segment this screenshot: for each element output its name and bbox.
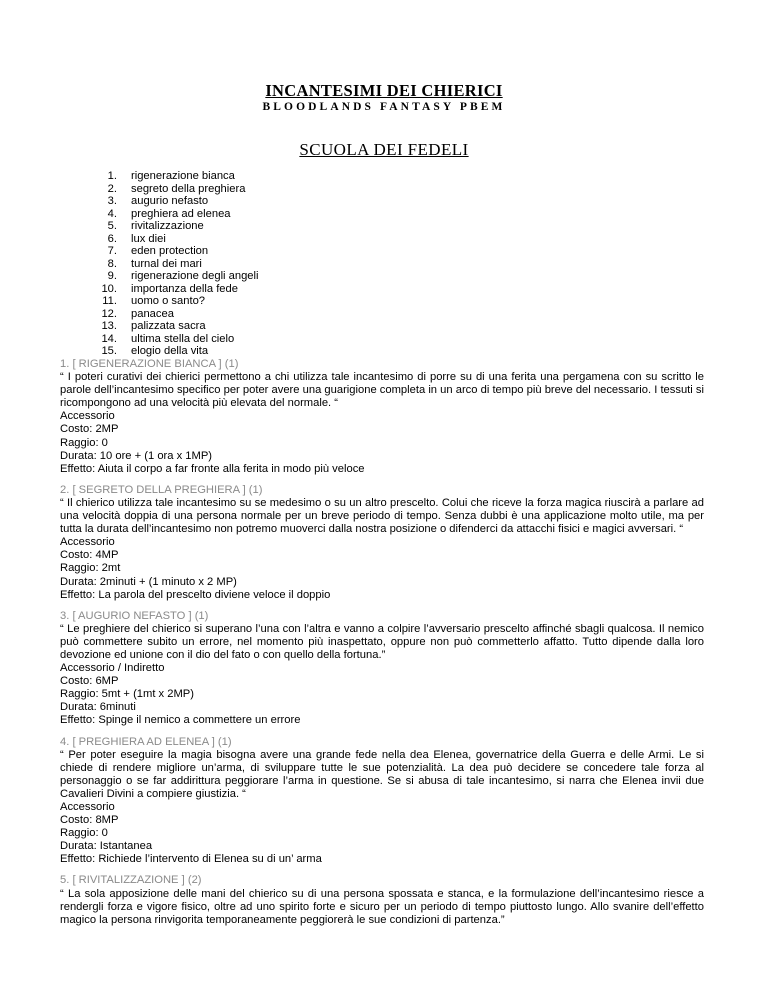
list-item-label: elogio della vita [131, 345, 209, 357]
spell-duration: Durata: 6minuti [60, 701, 136, 714]
list-item [93, 320, 259, 333]
list-item [93, 195, 259, 208]
list-item-number: 15. [101, 345, 117, 357]
list-item-label: uomo o santo? [131, 295, 206, 307]
list-item-number: 4. [107, 207, 117, 220]
list-item [93, 333, 259, 346]
list-item [93, 308, 259, 321]
list-item-label: augurio nefasto [131, 195, 209, 207]
spell-description: “ Il chierico utilizza tale incantesimo su se medesimo o su un altro prescelto. Colui che riceve la forza magica riuscirà a parlare ad una velocità doppia di una persona normale per un breve periodo di tempo. Senza dubbi è una applicazione molto utile, ma per tutta la durata dell’incantesimo non potremo muoverci dalla nostra posizione o difenderci da attacchi fisici e magici avversari. “ [60, 496, 704, 536]
school-heading: SCUOLA DEI FEDELI [299, 140, 469, 159]
list-item [93, 170, 259, 183]
spell-heading: 3. [ AUGURIO NEFASTO ] (1) [60, 609, 209, 622]
list-item-label: rivitalizzazione [131, 220, 204, 232]
list-item-number: 2. [107, 182, 117, 195]
list-item-label: lux diei [131, 232, 166, 245]
list-item-number: 7. [107, 245, 117, 257]
list-item-label: ultima stella del cielo [131, 332, 235, 345]
list-item-label: turnal dei mari [131, 257, 202, 270]
list-item [93, 220, 259, 233]
list-item-number: 9. [107, 270, 117, 282]
list-item-number: 5. [107, 220, 117, 232]
spell-section [60, 610, 704, 728]
spell-sections [60, 358, 704, 935]
spell-effect: Effetto: Spinge il nemico a commettere un errore [60, 714, 301, 727]
spell-duration: Durata: 10 ore + (1 ora x 1MP) [60, 449, 213, 462]
list-item [93, 245, 259, 258]
list-item-number: 13. [101, 320, 117, 332]
spell-section [60, 484, 704, 602]
spell-range: Raggio: 0 [60, 827, 108, 840]
spell-description: “ Per poter eseguire la magia bisogna avere una grande fede nella dea Elenea, governatrice della Guerra e delle Armi. Le si chiede di rendere migliore un’arma, di sviluppare tutte le sue potenzialità. La dea può decidere se concedere tale forza al personaggio o se far addirittura peggiorare l’arma in questione. Se si abusa di tale incantesimo, si narra che Elenea invii due Cavalieri Divini a compiere giustizia. “ [60, 748, 704, 800]
spell-description: “ I poteri curativi dei chierici permettono a chi utilizza tale incantesimo di porre su di una ferita una pergamena con su scritto le parole dell’incantesimo specifico per poter avere una guarigione completa in un arco di tempo più breve del necessario. I tessuti si ricompongono ad una velocità più elevata del normale. “ [60, 371, 704, 410]
list-item-label: palizzata sacra [131, 320, 206, 332]
document-title: INCANTESIMI DEI CHIERICI [265, 81, 503, 100]
spell-heading: 1. [ RIGENERAZIONE BIANCA ] (1) [60, 358, 239, 370]
spell-range: Raggio: 2mt [60, 562, 121, 575]
spell-type: Accessorio [60, 536, 115, 549]
spell-section [60, 358, 704, 476]
list-item [93, 183, 259, 196]
spell-effect: Effetto: Aiuta il corpo a far fronte alla ferita in modo più veloce [60, 462, 365, 475]
spell-type: Accessorio [60, 410, 115, 423]
list-item-number: 14. [101, 332, 117, 345]
list-item-label: panacea [131, 307, 174, 320]
spell-description: “ Le preghiere del chierico si superano l’una con l’altra e vanno a colpire l’avversario prescelto affinché sbagli qualcosa. Il nemico può commettere subito un errore, nel momento più inaspettato, oppure non può commetterlo affatto. Tutto dipende dalla loro devozione ed unione con il dio del fato o con quello della fortuna.” [60, 622, 704, 661]
spell-cost: Costo: 2MP [60, 423, 119, 436]
list-item-label: rigenerazione degli angeli [131, 270, 259, 282]
document-subtitle: BLOODLANDS FANTASY PBEM [262, 101, 506, 113]
spell-cost: Costo: 4MP [60, 549, 119, 562]
list-item-number: 1. [107, 170, 117, 182]
spell-cost: Costo: 6MP [60, 675, 119, 688]
list-item-label: eden protection [131, 245, 209, 257]
list-item-label: preghiera ad elenea [131, 207, 231, 220]
list-item [93, 208, 259, 221]
list-item-number: 10. [101, 282, 117, 295]
spell-range: Raggio: 5mt + (1mt x 2MP) [60, 688, 194, 701]
list-item [93, 258, 259, 271]
spell-cost: Costo: 8MP [60, 814, 119, 827]
list-item-number: 3. [107, 195, 117, 207]
spell-section [60, 736, 704, 867]
list-item-number: 11. [102, 295, 117, 307]
spell-heading: 5. [ RIVITALIZZAZIONE ] (2) [60, 874, 202, 887]
list-item [93, 345, 259, 358]
spell-heading: 4. [ PREGHIERA AD ELENEA ] (1) [60, 735, 232, 748]
spell-type: Accessorio [60, 801, 115, 813]
spell-section [60, 874, 704, 926]
list-item-number: 6. [107, 232, 117, 245]
spell-list [93, 170, 259, 358]
list-item [93, 233, 259, 246]
spell-type: Accessorio / Indiretto [60, 662, 165, 675]
spell-effect: Effetto: Richiede l’intervento di Elenea su di un’ arma [60, 853, 322, 866]
list-item-number: 12. [101, 307, 117, 320]
spell-range: Raggio: 0 [60, 436, 108, 449]
list-item-label: segreto della preghiera [131, 182, 246, 195]
list-item-label: importanza della fede [131, 282, 238, 295]
list-item [93, 295, 259, 308]
spell-effect: Effetto: La parola del prescelto diviene veloce il doppio [60, 588, 331, 601]
spell-duration: Durata: Istantanea [60, 840, 153, 853]
spell-heading: 2. [ SEGRETO DELLA PREGHIERA ] (1) [60, 483, 263, 496]
list-item-number: 8. [107, 257, 117, 270]
spell-description: “ La sola apposizione delle mani del chierico su di una persona spossata e stanca, e la formulazione dell’incantesimo riesce a rendergli forza e vigore fisico, oltre ad uno spirito forte e sicuro per un periodo di tempo piuttosto lungo. Allo svanire dell’effetto magico la persona rinvigorita temporaneamente peggiorerà le sue condizioni di partenza.” [60, 887, 704, 926]
list-item [93, 270, 259, 283]
list-item [93, 283, 259, 296]
list-item-label: rigenerazione bianca [131, 170, 235, 182]
spell-duration: Durata: 2minuti + (1 minuto x 2 MP) [60, 575, 237, 588]
